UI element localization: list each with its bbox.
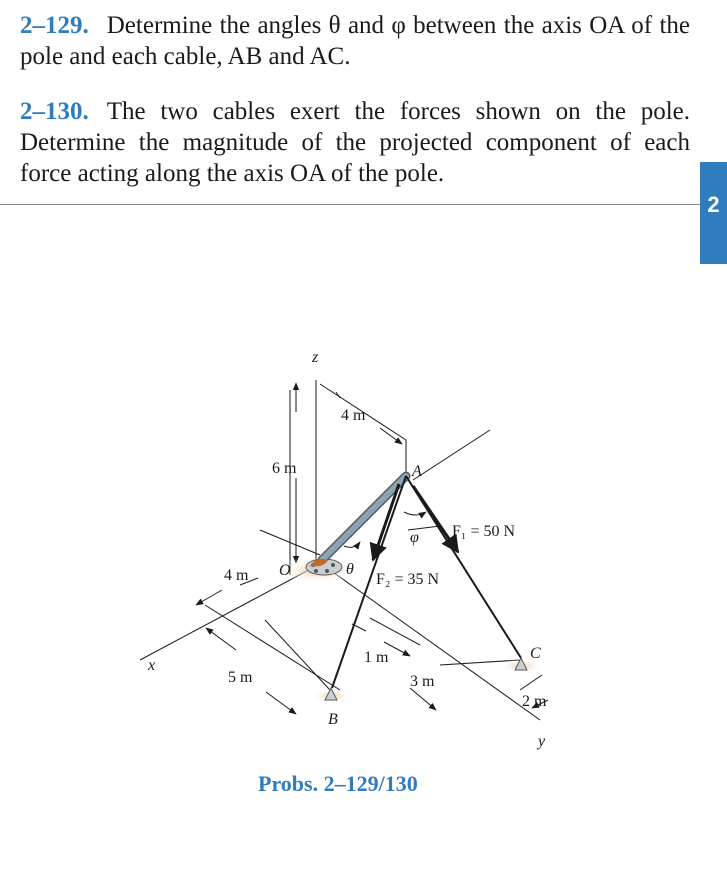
one-m-guide xyxy=(370,618,420,645)
axis-lines xyxy=(140,380,540,720)
dim-6m-label: 6 m xyxy=(272,460,297,477)
chapter-tab-label: 2 xyxy=(707,192,720,217)
point-a-label: A xyxy=(412,463,422,480)
force-f2-label: F₂ = 35 N xyxy=(376,571,440,588)
angle-theta-label: θ xyxy=(346,561,354,578)
problem-text: Determine the angles θ and φ between the axis OA of the pole and each cable, AB and AC. xyxy=(20,12,690,70)
dim-1m-label: 1 m xyxy=(364,649,389,666)
dim-2m-a xyxy=(520,675,542,690)
axis-y-label: y xyxy=(538,733,546,750)
dim-5m-lower xyxy=(266,692,296,714)
phi-arc xyxy=(404,512,426,515)
dim-3m-b xyxy=(410,688,436,710)
problem-text: The two cables exert the forces shown on the pole. Determine the magnitude of the projected component of each force acting along the axis OA of the pole. xyxy=(20,98,690,187)
dim-2m-label: 2 m xyxy=(522,693,547,710)
theta-arc xyxy=(344,542,360,547)
b-guide xyxy=(265,620,330,690)
dim-5m-label: 5 m xyxy=(228,669,253,686)
dim-3m-label: 3 m xyxy=(410,673,435,690)
axis-z-label: z xyxy=(312,349,319,366)
force-f1-arrow xyxy=(413,486,458,552)
y-axis xyxy=(330,570,540,720)
angle-phi-label: φ xyxy=(410,529,419,546)
dim-5m-upper xyxy=(206,628,236,650)
problem-number: 2–130. xyxy=(20,98,89,125)
dim-4m-top-label: 4 m xyxy=(341,407,366,424)
a-horizontal-guide xyxy=(413,430,490,480)
axis-x-label: x xyxy=(148,657,156,674)
problem-number: 2–129. xyxy=(20,12,89,39)
lower-guide xyxy=(205,605,340,690)
figure-caption: Probs. 2–129/130 xyxy=(258,771,418,796)
point-c-label: C xyxy=(530,645,541,662)
force-f1-label: F₁ = 50 N xyxy=(452,523,516,540)
point-o-label: O xyxy=(279,562,291,579)
point-b-label: B xyxy=(328,711,338,728)
dim-4m-left-label: 4 m xyxy=(224,567,249,584)
pole-oa xyxy=(322,476,406,560)
dim-4m-left-b xyxy=(196,590,222,605)
